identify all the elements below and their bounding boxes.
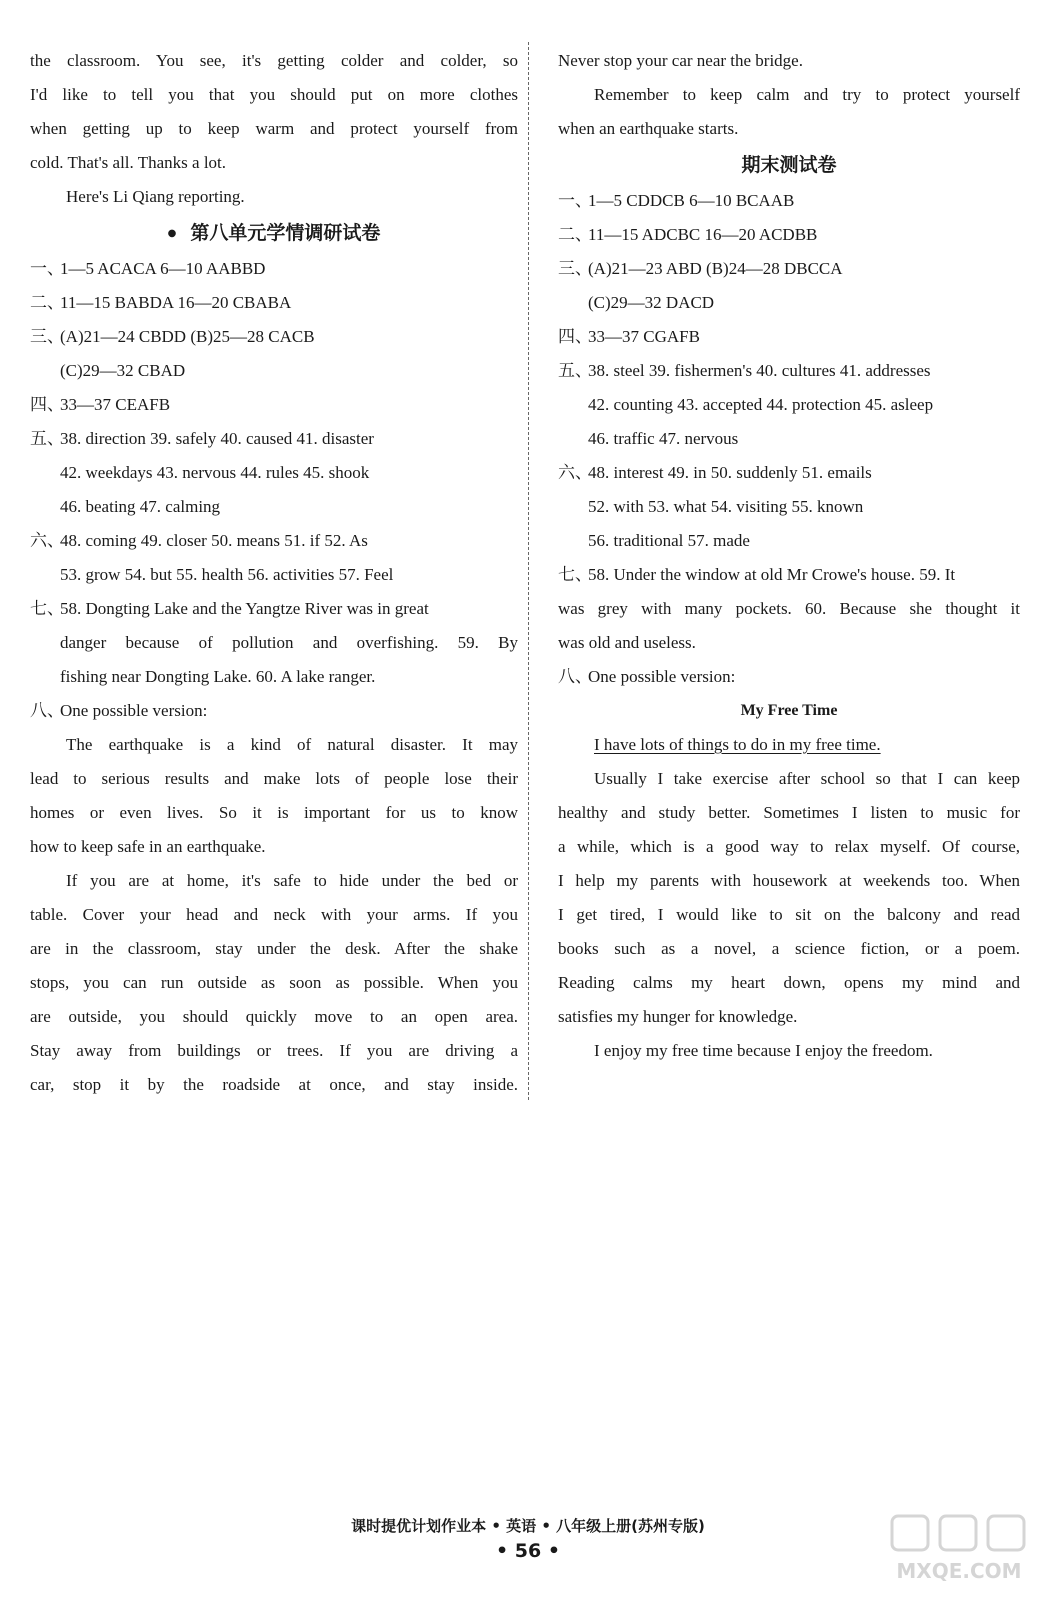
watermark-text: MXQE.COM (896, 1559, 1022, 1583)
footer-book-title: 课时提优计划作业本 • 英语 • 八年级上册(苏州专版) (351, 1517, 705, 1535)
essay-line: homes or even lives. So it is important for us to know (30, 803, 518, 822)
essay-line: I get tired, I would like to sit on the balcony and read (558, 905, 1020, 924)
answer-row: was old and useless. (558, 633, 696, 652)
answer-row: 六、48. interest 49. in 50. suddenly 51. emails (558, 463, 872, 482)
answer-row: 46. beating 47. calming (60, 497, 221, 516)
essay-line: are in the classroom, stay under the desk. After the shake (30, 939, 518, 958)
essay-line: stops, you can run outside as soon as possible. When you (30, 973, 518, 992)
page-number: • 56 • (496, 1540, 560, 1562)
column-divider (528, 42, 529, 1100)
answer-row: 四、33—37 CEAFB (30, 395, 171, 414)
essay-line: satisfies my hunger for knowledge. (558, 1007, 798, 1026)
answer-row: (C)29—32 CBAD (60, 361, 186, 380)
essay-line: If you are at home, it's safe to hide under the bed or (66, 871, 518, 890)
answer-row: 三、(A)21—23 ABD (B)24—28 DBCCA (558, 259, 843, 278)
answer-row: 五、38. direction 39. safely 40. caused 41. disaster (30, 429, 374, 448)
essay-title: My Free Time (740, 702, 838, 719)
answer-row: 六、48. coming 49. closer 50. means 51. if 52. As (30, 531, 368, 550)
right-column (558, 44, 1020, 1068)
answer-row: (C)29—32 DACD (588, 293, 715, 312)
answer-row: 八、One possible version: (558, 667, 736, 686)
text-line: the classroom. You see, it's getting colder and colder, so (30, 51, 518, 70)
left-column (30, 44, 518, 1102)
text-line: I'd like to tell you that you should put on more clothes (30, 85, 518, 104)
bullet-icon: ● (167, 227, 177, 239)
answer-row: 八、One possible version: (30, 701, 208, 720)
answer-row: 三、(A)21—24 CBDD (B)25—28 CACB (30, 327, 315, 346)
answer-row: 五、38. steel 39. fishermen's 40. cultures 41. addresses (558, 361, 931, 380)
answer-row: fishing near Dongting Lake. 60. A lake ranger. (60, 667, 376, 686)
text-line: cold. That's all. Thanks a lot. (30, 153, 227, 172)
watermark-logo (884, 1512, 1034, 1588)
answer-row: 56. traditional 57. made (588, 531, 750, 550)
answer-row: danger because of pollution and overfishing. 59. By (60, 633, 518, 652)
answer-row: 七、58. Dongting Lake and the Yangtze River was in great (30, 599, 429, 618)
answer-row: 42. counting 43. accepted 44. protection 45. asleep (588, 395, 934, 414)
answer-row: 四、33—37 CGAFB (558, 327, 700, 346)
answer-row: 53. grow 54. but 55. health 56. activities 57. Feel (60, 565, 394, 584)
essay-line: I enjoy my free time because I enjoy the freedom. (594, 1041, 933, 1060)
answer-row: 42. weekdays 43. nervous 44. rules 45. shook (60, 463, 370, 482)
answer-row: 二、11—15 BABDA 16—20 CBABA (30, 293, 292, 312)
answer-row: was grey with many pockets. 60. Because she thought it (558, 599, 1020, 618)
essay-line: are outside, you should quickly move to an open area. (30, 1007, 518, 1026)
text-line: Never stop your car near the bridge. (558, 51, 803, 70)
answer-row: 七、58. Under the window at old Mr Crowe's house. 59. It (558, 565, 956, 584)
essay-line: Usually I take exercise after school so that I can keep (594, 769, 1020, 788)
essay-line: Reading calms my heart down, opens my mind and (558, 973, 1020, 992)
essay-line: I help my parents with housework at weekends too. When (558, 871, 1020, 890)
text-line: when getting up to keep warm and protect yourself from (30, 119, 518, 138)
essay-line: Stay away from buildings or trees. If you are driving a (30, 1041, 518, 1060)
section-title: 期末测试卷 (741, 154, 837, 176)
answer-row: 一、1—5 ACACA 6—10 AABBD (30, 259, 266, 278)
answer-row: 46. traffic 47. nervous (588, 429, 739, 448)
section-title: ● 第八单元学情调研试卷 (167, 222, 381, 244)
essay-line: lead to serious results and make lots of people lose their (30, 769, 518, 788)
text-line: Here's Li Qiang reporting. (66, 187, 245, 206)
answer-row: 52. with 53. what 54. visiting 55. known (588, 497, 864, 516)
essay-line: books such as a novel, a science fiction, or a poem. (558, 939, 1020, 958)
answer-row: 二、11—15 ADCBC 16—20 ACDBB (558, 225, 818, 244)
essay-line: The earthquake is a kind of natural disaster. It may (66, 735, 518, 754)
essay-first-line: I have lots of things to do in my free time. (594, 735, 881, 754)
answer-row: 一、1—5 CDDCB 6—10 BCAAB (558, 191, 795, 210)
essay-line: table. Cover your head and neck with your arms. If you (30, 905, 518, 924)
essay-line: how to keep safe in an earthquake. (30, 837, 266, 856)
text-line: Remember to keep calm and try to protect yourself (594, 85, 1020, 104)
essay-line: healthy and study better. Sometimes I listen to music for (558, 803, 1020, 822)
essay-line: a while, which is a good way to relax myself. Of course, (558, 837, 1020, 856)
text-line: when an earthquake starts. (558, 119, 739, 138)
essay-line: car, stop it by the roadside at once, and stay inside. (30, 1075, 518, 1094)
